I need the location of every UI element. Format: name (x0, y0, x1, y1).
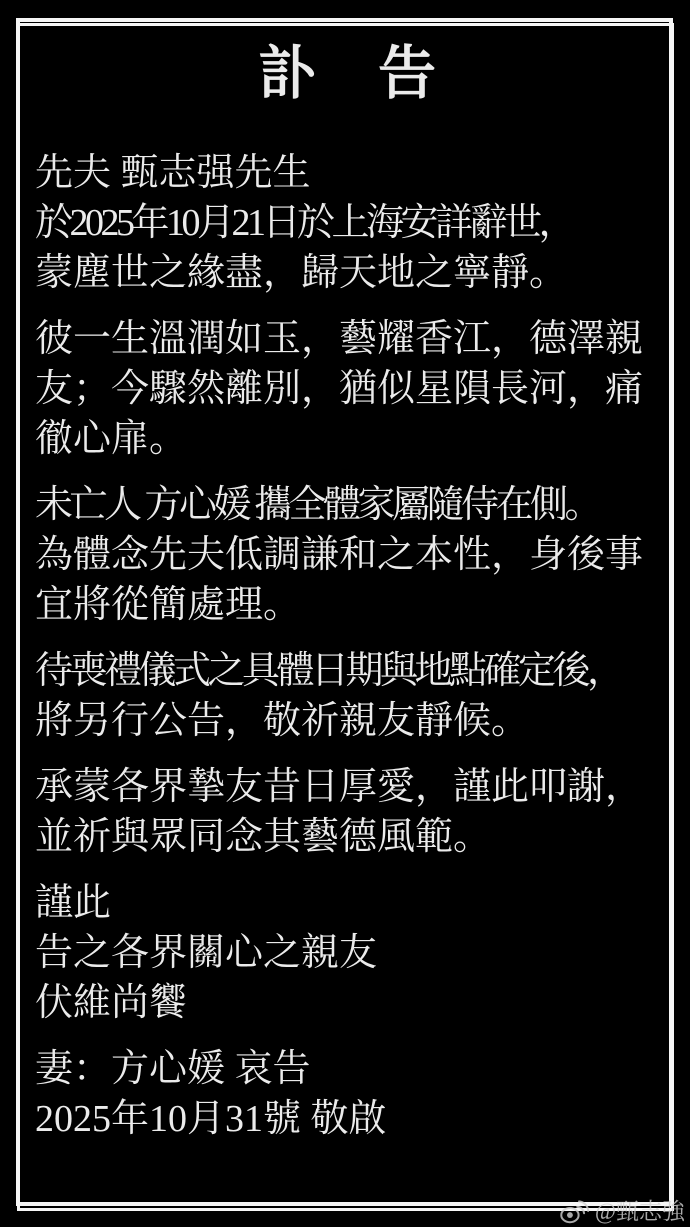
text-line: 妻：方心媛 哀告 (35, 1048, 311, 1091)
paragraph-funeral-notice (35, 646, 661, 746)
inner-frame-border (17, 23, 674, 1211)
text-line: 蒙塵世之緣盡，歸天地之寧靜。 (35, 252, 568, 295)
watermark-handle: @甄志強 (594, 1198, 685, 1224)
paragraph-signature (35, 1044, 661, 1144)
text-line: 宜將從簡處理。 (35, 584, 302, 627)
paragraph-closing (35, 878, 661, 1028)
paragraph-family (35, 480, 661, 630)
paragraph-deceased (35, 148, 661, 298)
text-line: 於2025年10月21日於上海安詳辭世， (35, 202, 574, 245)
text-line: 友；今驟然離別，猶似星隕長河，痛 (35, 368, 644, 411)
weibo-watermark (559, 1198, 685, 1224)
text-line: 將另行公告，敬祈親友靜候。 (35, 700, 530, 743)
text-line: 待喪禮儀式之具體日期與地點確定後， (35, 650, 622, 693)
paragraph-thanks (35, 762, 661, 862)
text-line: 承蒙各界摯友昔日厚愛，謹此叩謝， (35, 766, 644, 809)
weibo-icon (559, 1198, 590, 1224)
text-line: 先夫 甄志强先生 (35, 152, 311, 195)
text-line: 謹此 (35, 882, 112, 925)
text-line: 並祈與眾同念其藝德風範。 (35, 816, 492, 859)
paragraph-eulogy (35, 314, 661, 464)
text-line: 彼一生溫潤如玉，藝耀香江，德澤親 (35, 318, 644, 361)
text-line: 2025年10月31號 敬啟 (35, 1098, 387, 1141)
obituary-body (35, 148, 661, 1144)
text-line: 伏維尚饗 (35, 982, 188, 1025)
text-line: 為體念先夫低調謙和之本性，身後事 (35, 534, 644, 577)
text-line: 徹心扉。 (35, 418, 188, 461)
text-line: 告之各界關心之親友 (35, 932, 378, 975)
obituary-title: 訃 告 (257, 41, 438, 106)
text-line: 未亡人 方心媛 攜全體家屬隨侍在側。 (35, 484, 600, 527)
